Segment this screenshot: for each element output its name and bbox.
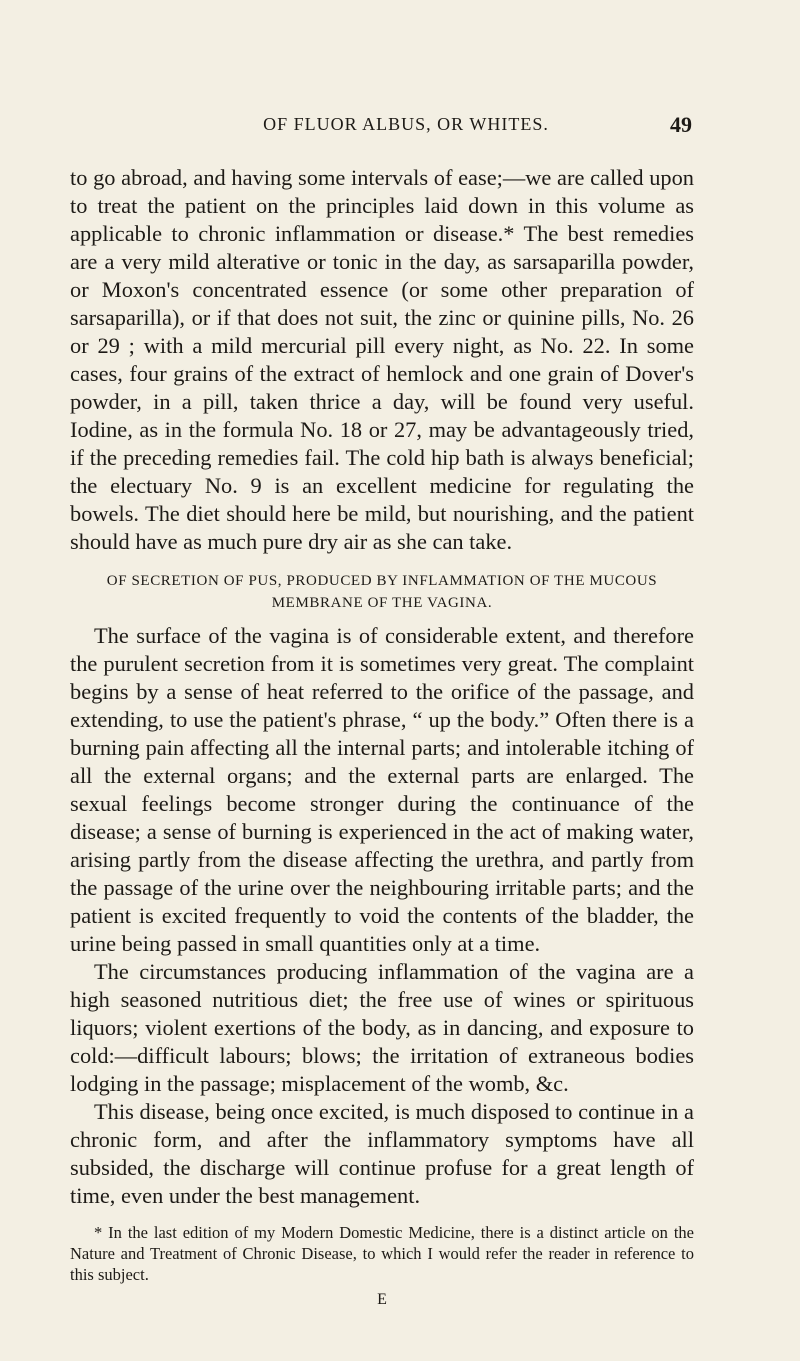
section-heading: OF SECRETION OF PUS, PRODUCED BY INFLAMMATION OF THE MUCOUS MEMBRANE OF THE VAGINA. [106,573,658,611]
footnote: * In the last edition of my Modern Domestic Medicine, there is a distinct article on the Nature and Treatment of Chronic Disease, to which I would refer the reader in reference to this subject. [70,1223,694,1284]
paragraph: The surface of the vagina is of considerable extent, and therefore the purulent secretion from it is sometimes very great. The complaint begins by a sense of heat referred to the orifice of the passage, and extending, to use the patient's phrase, “ up the body.” Often there is a burning pain affecting all the internal parts; and intolerable itching of all the external organs; and the external parts are enlarged. The sexual feelings become stronger during the continuance of the disease; a sense of burning is experienced in the act of making water, arising partly from the disease affecting the urethra, and partly from the passage of the urine over the neighbouring irritable parts; and the patient is excited frequently to void the contents of the bladder, the urine being passed in small quantities only at a time. [70,623,694,956]
page-body [70,164,694,1309]
page-number: 49 [670,112,692,137]
paragraph: This disease, being once excited, is much disposed to continue in a chronic form, and after the inflammatory symptoms have all subsided, the discharge will continue profuse for a great length of time, even under the best management. [70,1099,694,1208]
signature-mark: E [377,1291,387,1308]
running-title: OF FLUOR ALBUS, OR WHITES. [263,114,549,134]
paragraph: The circumstances producing inflammation of the vagina are a high seasoned nutritious diet; the free use of wines or spirituous liquors; violent exertions of the body, as in dancing, and exposure to cold:—difficult labours; blows; the irritation of extraneous bodies lodging in the passage; misplacement of the womb, &c. [70,959,694,1096]
page-header [120,112,692,142]
paragraph-continued: to go abroad, and having some intervals of ease;—we are called upon to treat the patient on the principles laid down in this volume as applicable to chronic inflammation or disease.* The best remedies are a very mild alterative or tonic in the day, as sarsaparilla powder, or Moxon's concentrated essence (or some other preparation of sarsaparilla), or if that does not suit, the zinc or quinine pills, No. 26 or 29 ; with a mild mercurial pill every night, as No. 22. In some cases, four grains of the extract of hemlock and one grain of Dover's powder, in a pill, taken thrice a day, will be found very useful. Iodine, as in the formula No. 18 or 27, may be advantageously tried, if the preceding remedies fail. The cold hip bath is always beneficial; the electuary No. 9 is an excellent medicine for regulating the bowels. The diet should here be mild, but nourishing, and the patient should have as much pure dry air as she can take. [70,165,694,554]
